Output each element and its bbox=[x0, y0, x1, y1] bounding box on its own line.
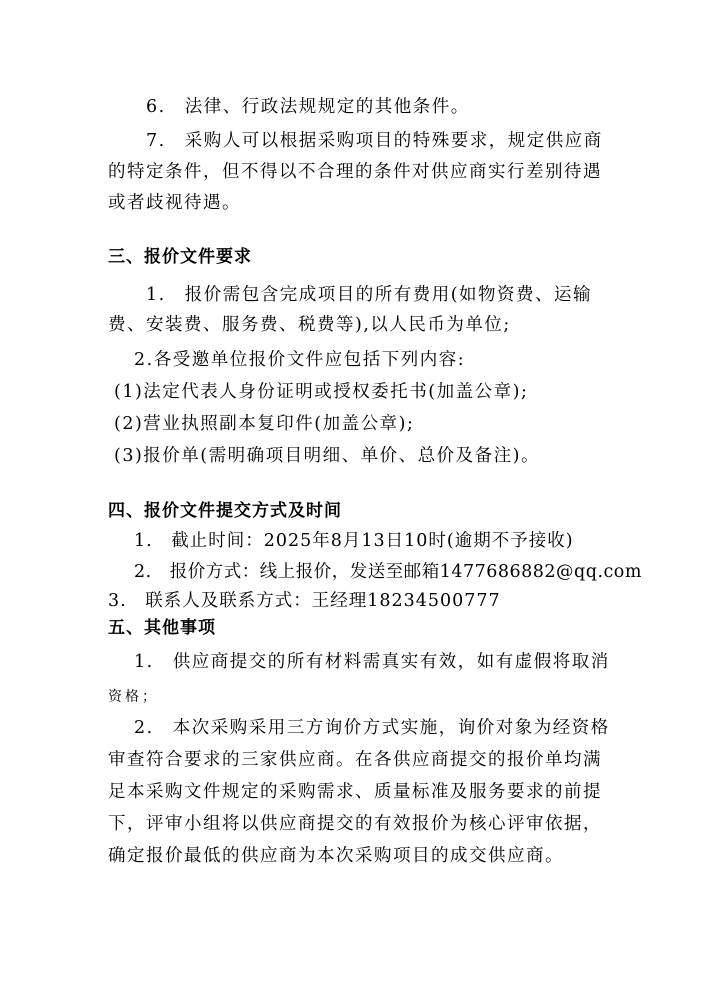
section4-item3: 3. 联系人及联系方式：王经理18234500777 bbox=[108, 591, 501, 611]
section3-sub3: (3)报价单(需明确项目明细、单价、总价及备注)。 bbox=[114, 446, 540, 466]
section5-item2-line5: 确定报价最低的供应商为本次采购项目的成交供应商。 bbox=[108, 846, 564, 866]
section2-item7-line2: 的特定条件，但不得以不合理的条件对供应商实行差别待遇 bbox=[108, 162, 602, 182]
section5-item1-line2: 资格； bbox=[108, 689, 159, 705]
section5-heading: 五、其他事项 bbox=[108, 618, 216, 638]
section5-item2-line3: 足本采购文件规定的采购需求、质量标准及服务要求的前提 bbox=[108, 782, 602, 802]
section3-item1-line2: 费、安装费、服务费、税费等),以人民币为单位; bbox=[108, 315, 511, 335]
section5-item1-line1: 1. 供应商提交的所有材料需真实有效，如有虚假将取消 bbox=[134, 652, 610, 672]
section5-item2-line2: 审查符合要求的三家供应商。在各供应商提交的报价单均满 bbox=[108, 750, 602, 770]
section2-item7-line3: 或者歧视待遇。 bbox=[108, 193, 241, 213]
section3-item1-line1: 1. 报价需包含完成项目的所有费用(如物资费、运输 bbox=[146, 285, 593, 305]
section3-sub1: (1)法定代表人身份证明或授权委托书(加盖公章); bbox=[114, 382, 529, 402]
section4-item2: 2. 报价方式：线上报价，发送至邮箱1477686882@qq.com bbox=[134, 562, 642, 582]
section3-heading: 三、报价文件要求 bbox=[108, 247, 252, 267]
section2-item6: 6. 法律、行政法规规定的其他条件。 bbox=[146, 97, 470, 117]
section5-item2-line1: 2. 本次采购采用三方询价方式实施，询价对象为经资格 bbox=[134, 718, 610, 738]
section3-item2: 2.各受邀单位报价文件应包括下列内容: bbox=[134, 350, 466, 370]
section3-sub2: (2)营业执照副本复印件(加盖公章); bbox=[114, 414, 415, 434]
section2-item7-line1: 7. 采购人可以根据采购项目的特殊要求，规定供应商 bbox=[146, 131, 603, 151]
section5-item2-line4: 下，评审小组将以供应商提交的有效报价为核心评审依据， bbox=[108, 814, 602, 834]
section4-heading: 四、报价文件提交方式及时间 bbox=[108, 501, 342, 521]
section4-item1: 1. 截止时间：2025年8月13日10时(逾期不予接收) bbox=[134, 531, 574, 551]
